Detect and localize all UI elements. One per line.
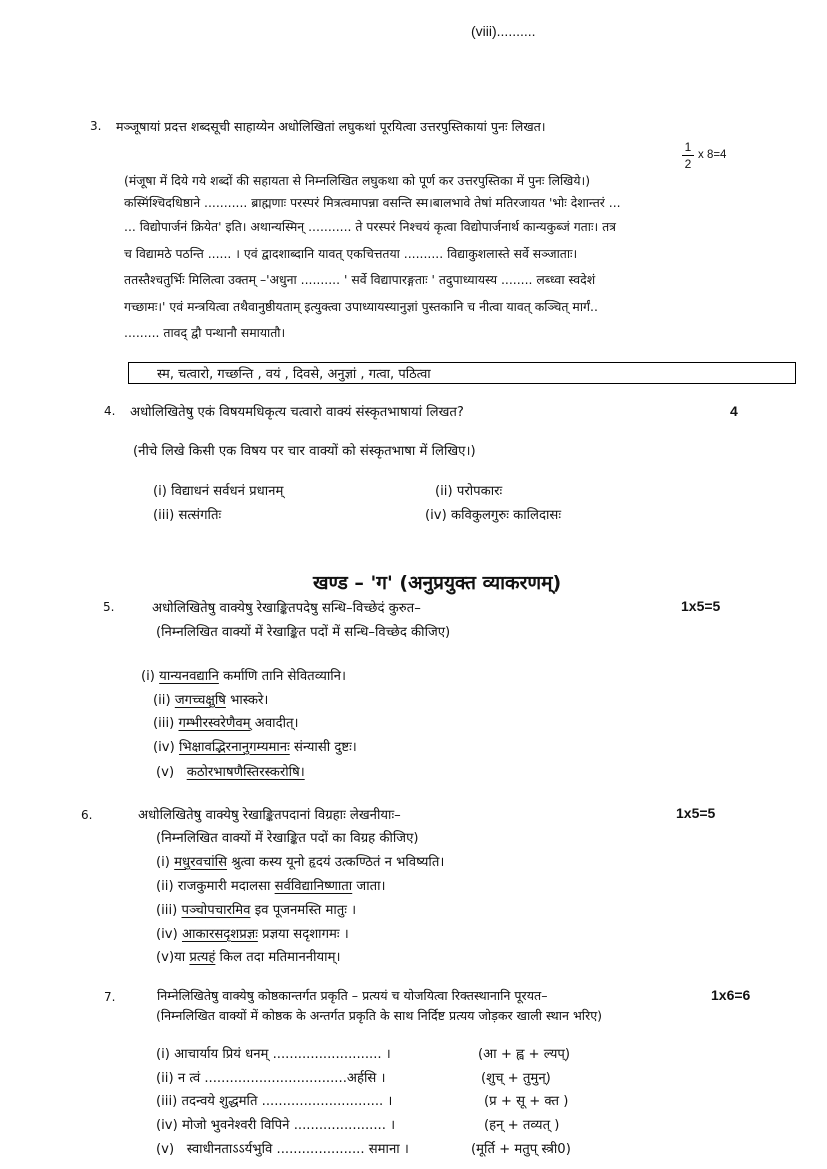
question-4-marks: 4: [730, 403, 738, 419]
item-label: (i): [156, 855, 170, 870]
q7-item-5: [156, 1139, 409, 1157]
q5-item-4: [153, 737, 357, 755]
q6-item-3: [156, 900, 356, 918]
underlined-word: आकारसदृशप्रज्ञः: [181, 927, 258, 942]
item-text: स्वाधीनताऽऽर्यभुवि ..................... समाना ।: [186, 1142, 409, 1157]
item-rest: जाता।: [352, 879, 386, 894]
story-line: ... विद्योपार्जनं क्रियेत' इति। अथान्यस्मिन् ........... ते परस्परं निश्चयं कृत्वा विद्योपार्जनार्थ कान्यकुब्जं गताः। तत्र: [124, 219, 616, 234]
q6-item-2: [156, 876, 386, 894]
story-line: ततस्तैश्चतुर्भिः मिलित्वा उक्तम् –'अधुना .......... ' सर्वे विद्यापारङ्गताः ' तदुपाध्यायस्य ........ लब्ध्वा स्वदेशं: [124, 272, 596, 287]
item-label: (iv): [156, 1118, 178, 1133]
q6-item-1: [156, 852, 444, 870]
underlined-word: कठोरभाषणैस्तिरस्करोषि।: [186, 765, 305, 780]
question-7-hindi: (निम्नलिखित वाक्यों में कोष्ठक के अन्तर्गत प्रकृति के साथ निर्दिष्ट प्रत्यय जोड़कर खाली स्थान भरिए): [156, 1008, 603, 1023]
underlined-word: गम्भीरस्वरेणैवम्: [178, 716, 251, 731]
option-text: कविकुलगुरुः कालिदासः: [450, 508, 561, 523]
word-box: [128, 362, 796, 384]
story-line: च विद्यामठे पठन्ति ...... । एवं द्वादशाब्दानि यावत् एकचित्ततया .......... विद्याकुशलास्ते सर्वे सञ्जाताः।: [124, 245, 578, 261]
item-text: आचार्याय प्रियं धनम् .......................... ।: [174, 1047, 391, 1062]
item-rest: भास्करे।: [225, 693, 269, 708]
underlined-word: यान्यनवद्यानि: [159, 669, 219, 684]
item-label: (i): [156, 1047, 170, 1062]
question-3-number: 3.: [90, 119, 102, 133]
q4-option-3: [153, 505, 221, 523]
item-label: (ii): [156, 879, 174, 894]
story-line: गच्छामः।' एवं मन्त्रयित्वा तथैवानुष्ठीयताम् इत्युक्त्वा उपाध्यायस्यानुज्ञां पुस्तकानि च नीत्वा यावत् कञ्चित् मार्गं..: [124, 298, 598, 314]
option-label: (i): [153, 484, 167, 499]
item-label: (iii): [156, 903, 178, 918]
fraction-numerator: 1: [684, 140, 692, 154]
q5-item-2: [153, 690, 268, 708]
q7-hint-3: (प्र + सू + क्त ): [484, 1094, 569, 1109]
q4-option-1: [153, 481, 283, 499]
item-label: (iii): [156, 1094, 178, 1109]
q7-hint-5: (मूर्ति + मतुप् स्त्री0): [471, 1142, 571, 1157]
underlined-word: प्रत्यहं: [189, 950, 216, 965]
question-6-marks: 1x5=5: [676, 805, 716, 821]
q7-item-1: [156, 1044, 391, 1062]
underlined-word: भिक्षावद्भिरनानुगम्यमानः: [178, 740, 290, 755]
question-5-number: 5.: [103, 600, 115, 614]
question-5-hindi: (निम्नलिखित वाक्यों में रेखाङ्कित पदों में सन्धि–विच्छेद कीजिए): [156, 625, 451, 640]
q7-hint-4: (हन् + तव्यत् ): [484, 1118, 560, 1133]
q4-option-2: [435, 481, 502, 499]
item-label: (iii): [153, 716, 175, 731]
item-rest: श्रुत्वा कस्य यूनो हृदयं उत्कण्ठितं न भविष्यति।: [227, 855, 445, 870]
item-text: तदन्वये शुद्धमति ............................. ।: [181, 1094, 393, 1109]
option-text: सत्संगतिः: [178, 508, 222, 523]
q4-option-4: [425, 505, 561, 523]
underlined-word: सर्वविद्यानिष्णाता: [274, 879, 353, 894]
question-5-marks: 1x5=5: [681, 598, 721, 614]
q7-item-2: [156, 1068, 385, 1086]
question-3-story: [124, 170, 792, 347]
item-text: मोजो भुवनेश्वरी विपिने ...................... ।: [181, 1118, 396, 1133]
question-5-text: अधोलिखितेषु वाक्येषु रेखाङ्कितपदेषु सन्धि–विच्छेदं कुरुत–: [152, 601, 421, 616]
q5-item-1: [141, 666, 346, 684]
question-3-text: मञ्जूषायां प्रदत्त शब्दसूची साहाय्येन अधोलिखितां लघुकथां पूरयित्वा उत्तरपुस्तिकायां पुनः लिखत।: [116, 119, 546, 134]
page-label: (viii)..........: [471, 23, 536, 39]
q7-item-3: [156, 1091, 392, 1109]
question-4-number: 4.: [104, 404, 116, 418]
item-rest: इव पूजनमस्ति मातुः ।: [250, 903, 357, 918]
item-rest: किल तदा मतिमाननीयाम्।: [215, 950, 341, 965]
story-line: कस्मिंश्चिदधिष्ठाने ........... ब्राह्मणाः परस्परं मित्रत्वमापन्ना वसन्ति स्म।बालभावे तेषां मतिरजायत 'भोः देशान्तरं ...: [124, 195, 621, 210]
option-label: (iii): [153, 508, 175, 523]
question-7-marks: 1x6=6: [711, 987, 751, 1003]
option-text: परोपकारः: [456, 484, 503, 499]
item-label: (ii): [156, 1071, 174, 1086]
q6-item-5: [156, 947, 340, 965]
q7-hint-1: (आ + ह्व + ल्यप्): [478, 1047, 571, 1062]
q5-item-5: [156, 762, 305, 780]
option-label: (iv): [425, 508, 447, 523]
question-4-text: अधोलिखितेषु एकं विषयमधिकृत्य चत्वारो वाक्यं संस्कृतभाषायां लिखत?: [130, 405, 464, 420]
question-7-number: 7.: [104, 990, 116, 1004]
question-7-text: निम्नेलिखितेषु वाक्येषु कोष्ठकान्तर्गत प्रकृति – प्रत्ययं च योजयित्वा रिक्तस्थानानि पूरयत–: [157, 988, 548, 1003]
item-rest: अवादीत्।: [250, 716, 299, 731]
item-label: (v)या: [156, 950, 186, 965]
section-title: खण्ड – 'ग' (अनुप्रयुक्त व्याकरणम्): [313, 572, 562, 594]
item-label: (v): [156, 1142, 175, 1157]
question-6-hindi: (निम्नलिखित वाक्यों में रेखाङ्कित पदों का विग्रह कीजिए): [156, 831, 419, 846]
underlined-word: पञ्चोपचारमिव: [181, 903, 251, 918]
question-6-text: अधोलिखितेषु वाक्येषु रेखाङ्कितपदानां विग्रहाः लेखनीयाः–: [138, 808, 401, 823]
option-text: विद्याधनं सर्वधनं प्रधानम्: [171, 484, 284, 499]
item-label: (v): [156, 765, 175, 780]
underlined-word: मधुरवचांसि: [174, 855, 228, 870]
underlined-word: जगच्चक्षुषि: [174, 693, 226, 708]
word-box-text: स्म, चत्वारो, गच्छन्ति , वयं , दिवसे, अनुज्ञां , गत्वा, पठित्वा: [157, 367, 431, 382]
question-3-marks-fraction: [682, 140, 694, 171]
item-label: (i): [141, 669, 155, 684]
item-rest: संन्यासी दुष्टः।: [289, 740, 357, 755]
item-label: (iv): [153, 740, 175, 755]
fraction-denominator: 2: [684, 157, 692, 171]
q6-item-4: [156, 924, 349, 942]
story-line: (मंजूषा में दिये गये शब्दों की सहायता से निम्नलिखित लघुकथा को पूर्ण कर उत्तरपुस्तिका में पुनः लिखिये।): [124, 173, 591, 188]
item-rest: प्रज्ञया सदृशागमः ।: [257, 927, 349, 942]
item-pre: राजकुमारी मदालसा: [177, 879, 275, 894]
question-6-number: 6.: [81, 808, 93, 822]
item-text: न त्वं ..................................अर्हसि ।: [177, 1071, 386, 1086]
q5-item-3: [153, 713, 299, 731]
question-3-marks: x 8=4: [698, 149, 727, 161]
q7-item-4: [156, 1115, 395, 1133]
item-label: (ii): [153, 693, 171, 708]
fraction-bar: [682, 155, 694, 156]
item-label: (iv): [156, 927, 178, 942]
q7-hint-2: (शुच् + तुमुन्): [481, 1071, 551, 1086]
story-line: ......... तावद् द्वौ पन्थानौ समायातौ।: [124, 325, 286, 340]
option-label: (ii): [435, 484, 453, 499]
item-rest: कर्माणि तानि सेवितव्यानि।: [218, 669, 346, 684]
question-4-hindi: (नीचे लिखे किसी एक विषय पर चार वाक्यों को संस्कृतभाषा में लिखिए।): [133, 444, 476, 459]
